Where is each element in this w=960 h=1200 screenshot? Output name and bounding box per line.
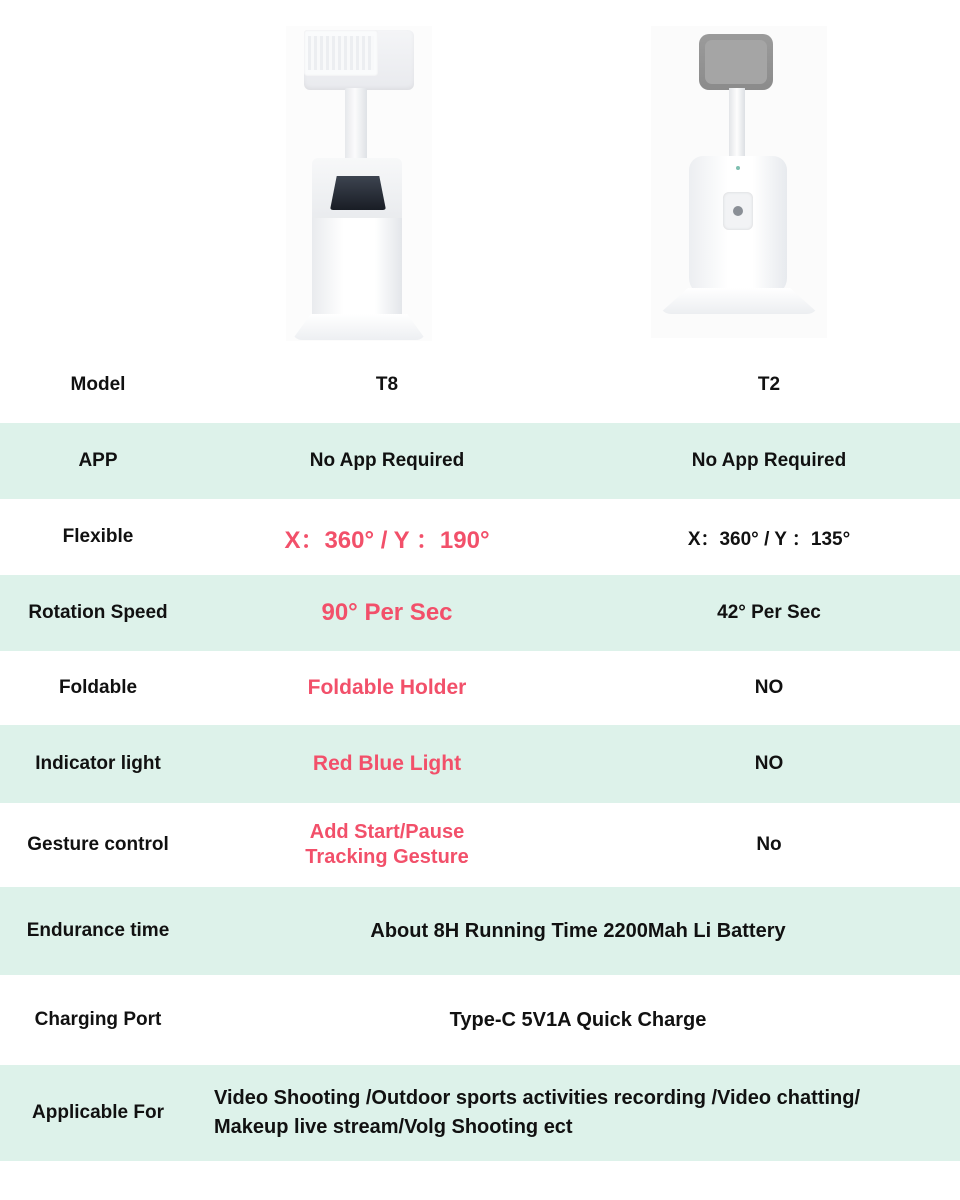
t2-base [659, 288, 819, 314]
table-row [0, 651, 960, 725]
table-row [0, 975, 960, 1065]
row-label-endurance-time: Endurance time [26, 920, 170, 941]
row-value-app-t2: No App Required [691, 450, 847, 471]
row-value-rotation-speed-t8: 90° Per Sec [321, 599, 453, 626]
row-value-flexible-t2: X：360° / Y ：135° [687, 528, 851, 550]
product-image-row [0, 0, 960, 347]
row-value-app-t8: No App Required [309, 450, 465, 471]
row-value-rotation-speed-t2: 42° Per Sec [717, 602, 821, 623]
t8-camera-lens [330, 176, 386, 210]
table-row [0, 887, 960, 975]
gesture-line-2: Tracking Gesture [305, 846, 469, 868]
table-row [0, 499, 960, 575]
applicable-line-1: Video Shooting /Outdoor sports activities recording /Video chatting/ [214, 1087, 860, 1109]
row-label-flexible: Flexible [62, 526, 134, 547]
row-value-foldable-t2: NO [754, 677, 784, 698]
row-value-model-t8: T8 [375, 374, 399, 395]
t8-base [292, 314, 426, 340]
row-value-indicator-light-t8: Red Blue Light [312, 752, 462, 775]
table-row [0, 1065, 960, 1161]
product-photo-t2 [651, 26, 827, 338]
applicable-line-2: Makeup live stream/Volg Shooting ect [214, 1116, 573, 1138]
t8-body [312, 218, 402, 328]
table-row [0, 725, 960, 803]
row-value-model-t2: T2 [757, 374, 781, 395]
row-value-flexible-t8: X：360° / Y ：190° [284, 526, 490, 554]
product-image-cell-t8 [196, 0, 578, 347]
t8-neck [345, 88, 367, 160]
image-row-label-spacer [0, 0, 196, 347]
product-photo-t8 [286, 26, 432, 341]
table-row [0, 347, 960, 423]
t2-neck [729, 88, 745, 160]
row-label-charging-port: Charging Port [34, 1009, 162, 1030]
product-image-cell-t2 [578, 0, 960, 347]
row-label-applicable-for: Applicable For [32, 1102, 164, 1123]
row-label-gesture-control: Gesture control [27, 834, 169, 855]
t2-indicator-dot [736, 166, 740, 170]
row-value-applicable-for [196, 1084, 960, 1142]
table-row [0, 575, 960, 651]
row-value-charging-port: Type-C 5V1A Quick Charge [449, 1008, 707, 1031]
row-value-gesture-control-t8 [196, 820, 578, 870]
row-value-foldable-t8: Foldable Holder [307, 676, 467, 699]
table-row [0, 423, 960, 499]
row-label-foldable: Foldable [58, 677, 138, 698]
t2-camera-lens [733, 206, 743, 216]
t2-holder-inner [705, 40, 767, 84]
row-value-indicator-light-t2: NO [754, 753, 784, 774]
row-label-indicator-light: Indicator light [35, 753, 161, 774]
row-value-endurance-time: About 8H Running Time 2200Mah Li Battery [370, 919, 786, 942]
gesture-line-1: Add Start/Pause [309, 821, 465, 843]
row-label-model: Model [70, 374, 126, 395]
row-label-rotation-speed: Rotation Speed [28, 602, 168, 623]
t8-holder-texture [308, 36, 374, 70]
row-value-gesture-control-t2: No [756, 834, 782, 855]
row-label-app: APP [78, 450, 118, 471]
table-row [0, 803, 960, 887]
